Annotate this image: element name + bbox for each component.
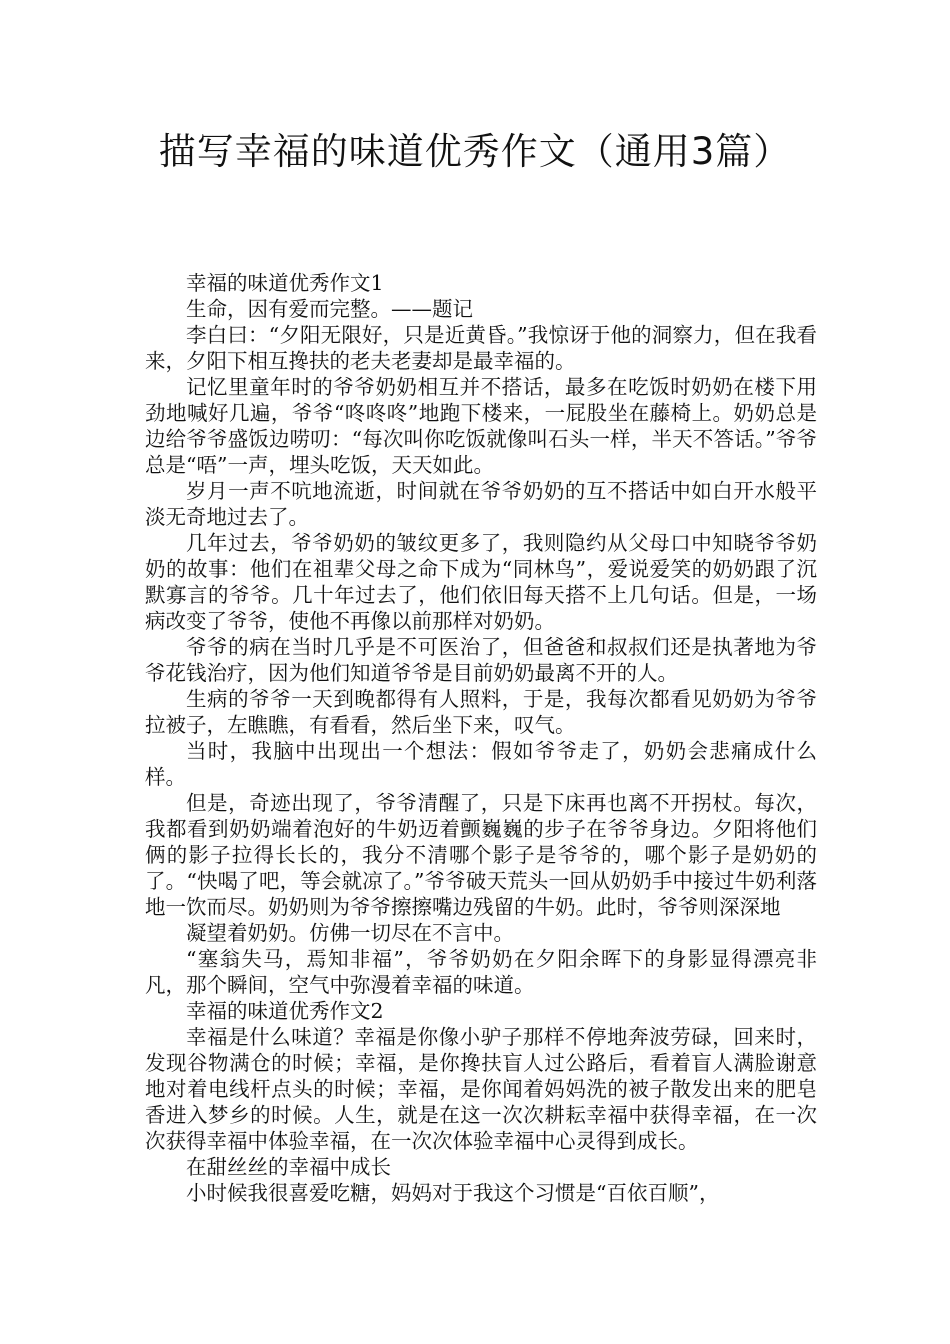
article-body xyxy=(145,270,817,1206)
paragraph: 小时候我很喜爱吃糖，妈妈对于我这个习惯是“百依百顺”， xyxy=(186,1181,720,1205)
paragraph: 凝望着奶奶。仿佛一切尽在不言中。 xyxy=(186,921,514,945)
paragraph: 生命，因有爱而完整。——题记 xyxy=(186,297,473,321)
paragraph: 几年过去，爷爷奶奶的皱纹更多了，我则隐约从父母口中知晓爷爷奶奶的故事：他们在祖辈父母之命下成为“同林鸟”，爱说爱笑的奶奶跟了沉默寡言的爷爷。几十年过去了，他们依旧每天搭不上几句话。但是，一场病改变了爷爷，使他不再像以前那样对奶奶。 xyxy=(145,531,817,633)
paragraph: 当时，我脑中出现出一个想法：假如爷爷走了，奶奶会悲痛成什么样。 xyxy=(145,739,817,789)
paragraph: 岁月一声不吭地流逝，时间就在爷爷奶奶的互不搭话中如白开水般平淡无奇地过去了。 xyxy=(145,479,817,529)
document-title: 描写幸福的味道优秀作文（通用3篇） xyxy=(158,130,792,173)
paragraph: 生病的爷爷一天到晚都得有人照料，于是，我每次都看见奶奶为爷爷拉被子，左瞧瞧，有看看，然后坐下来，叹气。 xyxy=(145,687,817,737)
paragraph: 幸福的味道优秀作文2 xyxy=(186,999,384,1023)
paragraph: 幸福的味道优秀作文1 xyxy=(186,271,384,295)
paragraph: 幸福是什么味道？幸福是你像小驴子那样不停地奔波劳碌，回来时，发现谷物满仓的时候；幸福，是你搀扶盲人过公路后，看着盲人满脸谢意地对着电线杆点头的时候；幸福，是你闻着妈妈洗的被子散发出来的肥皂香进入梦乡的时候。人生，就是在这一次次耕耘幸福中获得幸福，在一次次获得幸福中体验幸福，在一次次体验幸福中心灵得到成长。 xyxy=(145,1025,817,1153)
paragraph: 爷爷的病在当时几乎是不可医治了，但爸爸和叔叔们还是执著地为爷爷花钱治疗，因为他们知道爷爷是目前奶奶最离不开的人。 xyxy=(145,635,817,685)
paragraph: “塞翁失马，焉知非福”，爷爷奶奶在夕阳余晖下的身影显得漂亮非凡，那个瞬间，空气中弥漫着幸福的味道。 xyxy=(145,947,817,997)
paragraph: 记忆里童年时的爷爷奶奶相互并不搭话，最多在吃饭时奶奶在楼下用劲地喊好几遍，爷爷“咚咚咚”地跑下楼来，一屁股坐在藤椅上。奶奶总是边给爷爷盛饭边唠叨：“每次叫你吃饭就像叫石头一样，半天不答话。”爷爷总是“唔”一声，埋头吃饭，天天如此。 xyxy=(145,375,817,477)
paragraph: 李白曰：“夕阳无限好，只是近黄昏。”我惊讶于他的洞察力，但在我看来，夕阳下相互搀扶的老夫老妻却是最幸福的。 xyxy=(145,323,817,373)
paragraph: 在甜丝丝的幸福中成长 xyxy=(186,1155,391,1179)
paragraph: 但是，奇迹出现了，爷爷清醒了，只是下床再也离不开拐杖。每次，我都看到奶奶端着泡好的牛奶迈着颤巍巍的步子在爷爷身边。夕阳将他们俩的影子拉得长长的，我分不清哪个影子是爷爷的，哪个影子是奶奶的了。“快喝了吧，等会就凉了。”爷爷破天荒头一回从奶奶手中接过牛奶利落地一饮而尽。奶奶则为爷爷擦擦嘴边残留的牛奶。此时，爷爷则深深地 xyxy=(145,791,817,919)
